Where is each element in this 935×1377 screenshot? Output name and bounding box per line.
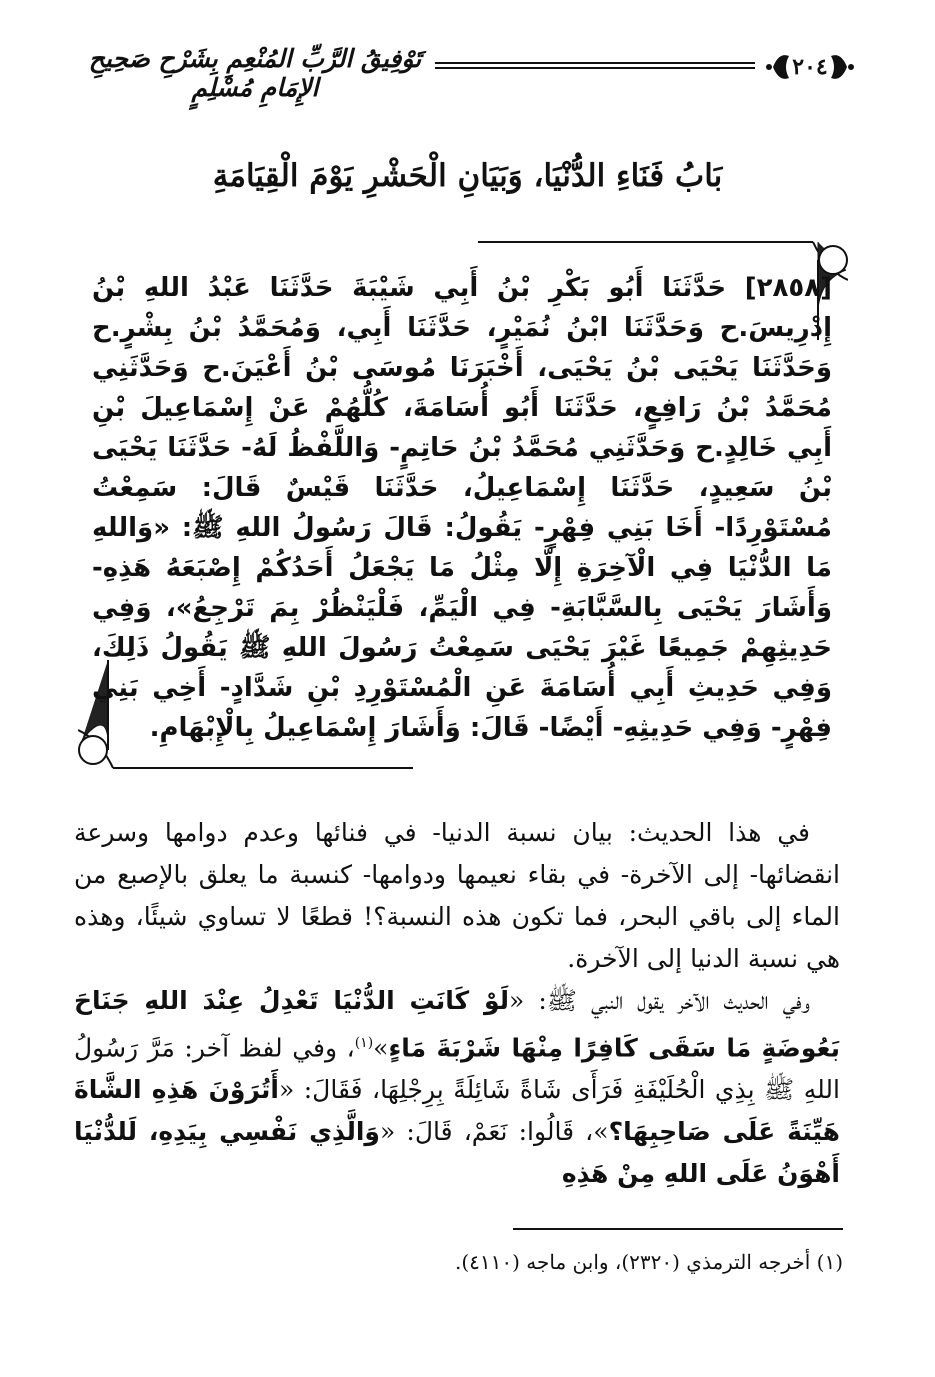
commentary (74, 812, 840, 1195)
page-header (80, 40, 855, 110)
commentary-text: ، وفي لفظ آخر: مَرَّ رَسُولُ اللهِ ﷺ بِذِي الْحُلَيْفَةِ فَرَأَى شَاةً شَائِلَةً بِرِجْلِهَا، فَقَالَ: « (74, 1033, 840, 1105)
hadith-text: [٢٨٥٨] حَدَّثَنَا أَبُو بَكْرِ بْنُ أَبِي شَيْبَةَ حَدَّثَنَا عَبْدُ اللهِ بْنُ إِدْرِيسَ.ح وَحَدَّثَنَا ابْنُ نُمَيْرٍ، حَدَّثَنَا أَبِي، وَمُحَمَّدُ بْنُ بِشْرٍ.ح وَحَدَّثَنَا يَحْيَى بْنُ يَحْيَى، أَخْبَرَنَا مُوسَى بْنُ أَعْيَنَ.ح وَحَدَّثَنِي مُحَمَّدُ بْنُ رَافِعٍ، حَدَّثَنَا أَبُو أُسَامَةَ، كُلُّهُمْ عَنْ إِسْمَاعِيلَ بْنِ أَبِي خَالِدٍ.ح وَحَدَّثَنِي مُحَمَّدُ بْنُ حَاتِمٍ- وَاللَّفْظُ لَهُ- حَدَّثَنَا يَحْيَى بْنُ سَعِيدٍ، حَدَّثَنَا إِسْمَاعِيلُ، حَدَّثَنَا قَيْسٌ قَالَ: سَمِعْتُ مُسْتَوْرِدًا- أَخَا بَنِي فِهْرٍ- يَقُولُ: قَالَ رَسُولُ اللهِ ﷺ: «وَاللهِ مَا الدُّنْيَا فِي الْآخِرَةِ إِلَّا مِثْلُ مَا يَجْعَلُ أَحَدُكُمْ إِصْبَعَهُ هَذِهِ- وَأَشَارَ يَحْيَى بِالسَّبَّابَةِ- فِي الْيَمِّ، فَلْيَنْظُرْ بِمَ تَرْجِعُ»، وَفِي حَدِيثِهِمْ جَمِيعًا غَيْرَ يَحْيَى سَمِعْتُ رَسُولَ اللهِ ﷺ يَقُولُ ذَلِكَ، وَفِي حَدِيثِ أَبِي أُسَامَةَ عَنِ الْمُسْتَوْرِدِ بْنِ شَدَّادٍ- أَخِي بَنِي فِهْرٍ- وَفِي حَدِيثِهِ- أَيْضًا- قَالَ: وَأَشَارَ إِسْمَاعِيلُ بِالْإِبْهَامِ. (92, 273, 832, 743)
page-number: ٢٠٤ (792, 54, 828, 80)
header-divider (435, 62, 755, 72)
hadith-quote: وَالَّذِي نَفْسِي بِيَدِهِ، لَلدُّنْيَا أَهْوَنُ عَلَى اللهِ مِنْ هَذِهِ (74, 1117, 840, 1189)
commentary-text: وفي الحديث الآخر يقول النبي ﷺ: « (509, 986, 810, 1015)
commentary-text: »، قَالُوا: نَعَمْ، قَالَ: « (379, 1117, 609, 1147)
book-title: تَوْفِيقُ الرَّبِّ المُنْعِمِ بِشَرْحِ صَحِيحِ الإِمَامِ مُسْلِمٍ (88, 44, 422, 102)
hadith-quote: لَوْ كَانَتِ الدُّنْيَا تَعْدِلُ عِنْدَ اللهِ جَنَاحَ بَعُوضَةٍ مَا سَقَى كَافِرًا مِنْهَا شَرْبَةَ مَاءٍ (74, 986, 840, 1063)
commentary-paragraph-1: في هذا الحديث: بيان نسبة الدنيا- في فنائها وعدم دوامها وسرعة انقضائها- إلى الآخرة- في بقاء نعيمها ودوامها- كنسبة ما يعلق بالإصبع من الماء إلى باقي البحر، فما تكون هذه النسبة؟! قطعًا لا تساوي شيئًا، وهذه هي نسبة الدنيا إلى الآخرة. (74, 818, 840, 973)
page-number-ornament (765, 46, 855, 88)
footnote-divider (513, 1228, 843, 1230)
chapter-title: بَابُ فَنَاءِ الدُّنْيَا، وَبَيَانِ الْحَشْرِ يَوْمَ الْقِيَامَةِ (212, 158, 723, 194)
quote-mark: » (373, 1033, 389, 1063)
hadith-quote: أَتُرَوْنَ هَذِهِ الشَّاةَ هَيِّنَةً عَلَى صَاحِبِهَا؟ (74, 1075, 841, 1147)
footnote-ref: (١) (354, 1035, 374, 1051)
commentary-paragraph-2 (74, 980, 840, 1195)
footnote: (١) أخرجه الترمذي (٢٣٢٠)، وابن ماجه (٤١١٠). (454, 1250, 843, 1274)
